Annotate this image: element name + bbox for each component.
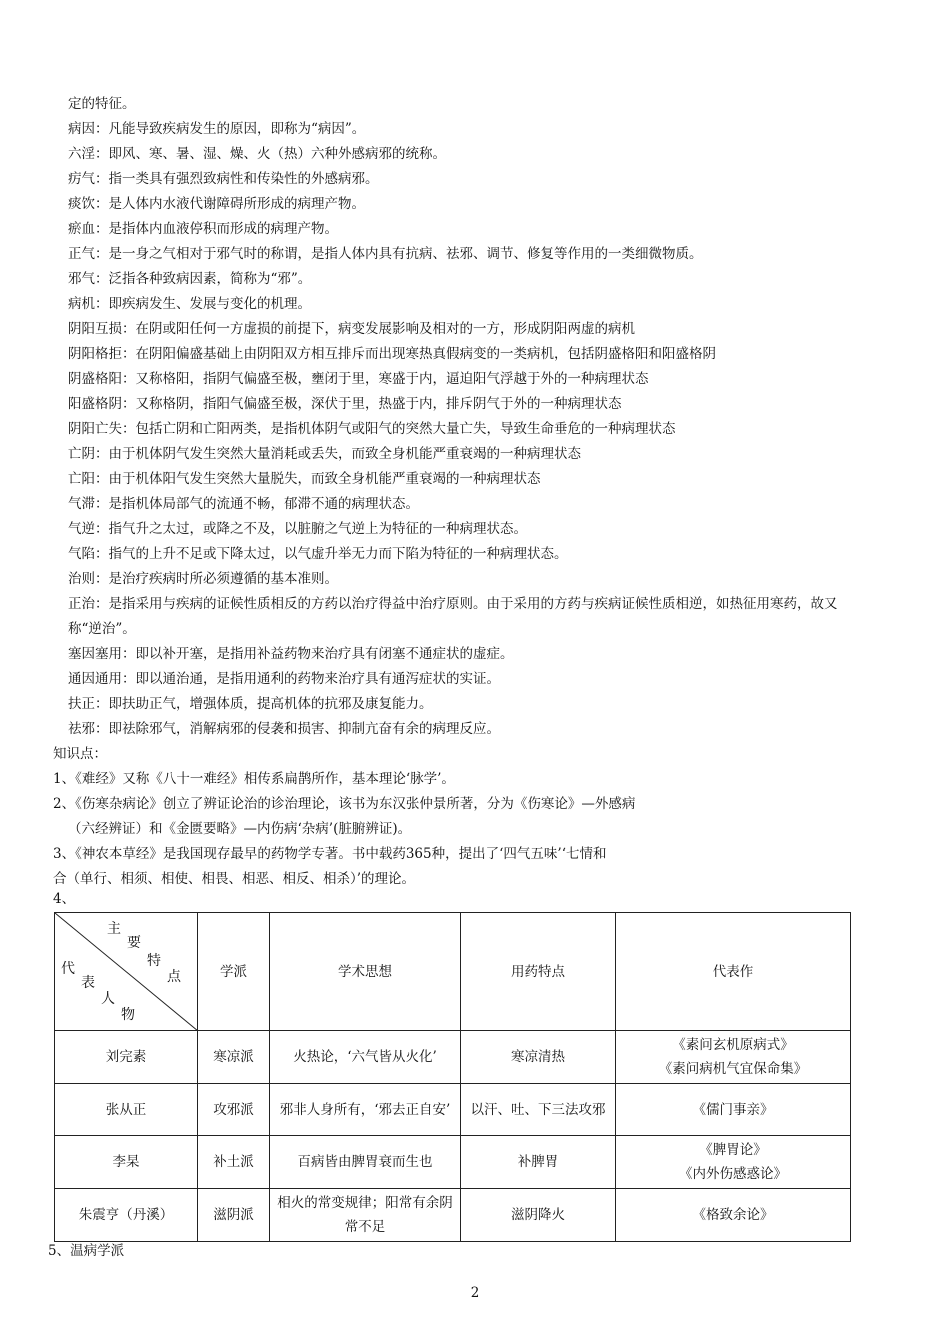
cell-thought: 邪非人身所有，‘邪去正自安’: [270, 1084, 461, 1136]
table-body: [55, 1031, 851, 1242]
cell-drug: 滋阴降火: [461, 1189, 616, 1242]
cell-person: 刘完素: [55, 1031, 198, 1084]
cell-thought: 火热论，‘六气皆从火化’: [270, 1031, 461, 1084]
text-line: 阴阳格拒：在阴阳偏盛基础上由阴阳双方相互排斥而出现寒热真假病变的一类病机，包括阴盛格阳和阳盛格阴: [68, 346, 716, 362]
text-line: 治则：是治疗疾病时所必须遵循的基本准则。: [68, 571, 338, 587]
text-line: 合（单行、相须、相使、相畏、相恶、相反、相杀）’的理论。: [53, 871, 416, 887]
header-school: 学派: [198, 913, 270, 1031]
text-line: （六经辨证）和《金匮要略》—内伤病‘杂病’(脏腑辨证)。: [68, 821, 412, 837]
cell-thought: 百病皆由脾胃衰而生也: [270, 1136, 461, 1189]
work-title: 《格致余论》: [692, 1207, 774, 1223]
item-4-label: 4、: [53, 891, 76, 907]
diag-bottom-char: 代: [61, 961, 75, 977]
text-line: 塞因塞用：即以补开塞，是指用补益药物来治疗具有闭塞不通症状的虚症。: [68, 646, 514, 662]
header-thought: 学术思想: [270, 913, 461, 1031]
table-row: [55, 1136, 851, 1189]
diag-top-char: 主: [107, 921, 121, 937]
text-line: 正气：是一身之气相对于邪气时的称谓，是指人体内具有抗病、祛邪、调节、修复等作用的一类细微物质。: [68, 246, 703, 262]
text-line: 病因：凡能导致疾病发生的原因，即称为“病因”。: [68, 121, 366, 137]
text-line: 瘀血：是指体内血液停积而形成的病理产物。: [68, 221, 338, 237]
table-header-row: [55, 913, 851, 1031]
school-table: [54, 912, 851, 1242]
cell-works: [616, 1031, 851, 1084]
cell-works: [616, 1084, 851, 1136]
cell-school: 补土派: [198, 1136, 270, 1189]
text-line: 1、《难经》又称《八十一难经》相传系扁鹊所作，基本理论‘脉学’。: [53, 771, 455, 787]
text-line: 定的特征。: [68, 96, 136, 112]
work-title: 《素问玄机原病式》: [672, 1037, 794, 1053]
table-row: [55, 1189, 851, 1242]
text-line: 阴阳互损：在阴或阳任何一方虚损的前提下，病变发展影响及相对的一方，形成阴阳两虚的病机: [68, 321, 635, 337]
cell-school: 寒凉派: [198, 1031, 270, 1084]
text-line: 疠气：指一类具有强烈致病性和传染性的外感病邪。: [68, 171, 379, 187]
work-title: 《内外伤感惑论》: [679, 1166, 787, 1182]
text-line: 祛邪：即祛除邪气，消解病邪的侵袭和损害、抑制亢奋有余的病理反应。: [68, 721, 500, 737]
cell-drug: 寒凉清热: [461, 1031, 616, 1084]
item-5-label: 5、温病学派: [48, 1243, 125, 1259]
text-line: 气滞：是指机体局部气的流通不畅，郁滞不通的病理状态。: [68, 496, 419, 512]
text-line: 邪气：泛指各种致病因素，简称为“邪”。: [68, 271, 312, 287]
work-title: 《儒门事亲》: [692, 1101, 774, 1118]
text-line: 通因通用：即以通治通，是指用通利的药物来治疗具有通泻症状的实证。: [68, 671, 500, 687]
text-line: 阴阳亡失：包括亡阴和亡阳两类，是指机体阴气或阳气的突然大量亡失，导致生命垂危的一种病理状态: [68, 421, 676, 437]
text-line: 称“逆治”。: [68, 621, 136, 637]
header-works: 代表作: [616, 913, 851, 1031]
text-line: 痰饮：是人体内水液代谢障碍所形成的病理产物。: [68, 196, 365, 212]
text-line: 知识点：: [53, 746, 107, 762]
cell-works: [616, 1189, 851, 1242]
table-row: [55, 1031, 851, 1084]
cell-person: 张从正: [55, 1084, 198, 1136]
cell-thought: 相火的常变规律；阳常有余阴常不足: [270, 1189, 461, 1242]
text-line: 亡阴：由于机体阴气发生突然大量消耗或丢失，而致全身机能严重衰竭的一种病理状态: [68, 446, 581, 462]
cell-works: [616, 1136, 851, 1189]
table-row: [55, 1084, 851, 1136]
text-line: 阴盛格阳：又称格阳，指阴气偏盛至极，壅闭于里，寒盛于内，逼迫阳气浮越于外的一种病理状态: [68, 371, 649, 387]
cell-drug: 补脾胃: [461, 1136, 616, 1189]
cell-school: 滋阴派: [198, 1189, 270, 1242]
cell-school: 攻邪派: [198, 1084, 270, 1136]
text-line: 正治：是指采用与疾病的证候性质相反的方药以治疗得益中治疗原则。由于采用的方药与疾病证候性质相逆，如热征用寒药，故又: [68, 596, 838, 612]
text-line: 气陷：指气的上升不足或下降太过，以气虚升举无力而下陷为特征的一种病理状态。: [68, 546, 568, 562]
diag-bottom-char: 物: [121, 1007, 135, 1023]
text-line: 2、《伤寒杂病论》创立了辨证论治的诊治理论，该书为东汉张仲景所著，分为《伤寒论》—外感病: [53, 796, 636, 812]
header-drug: 用药特点: [461, 913, 616, 1031]
text-line: 阳盛格阴：又称格阴，指阳气偏盛至极，深伏于里，热盛于内，排斥阴气于外的一种病理状态: [68, 396, 622, 412]
work-title: 《素问病机气宜保命集》: [658, 1061, 808, 1077]
text-line: 六淫：即风、寒、暑、湿、燥、火（热）六种外感病邪的统称。: [68, 146, 446, 162]
text-line: 亡阳：由于机体阳气发生突然大量脱失，而致全身机能严重衰竭的一种病理状态: [68, 471, 541, 487]
work-title: 《脾胃论》: [699, 1142, 767, 1158]
diag-bottom-char: 表: [81, 975, 95, 991]
page-number: 2: [470, 1285, 480, 1301]
text-line: 扶正：即扶助正气，增强体质，提高机体的抗邪及康复能力。: [68, 696, 433, 712]
diag-top-char: 特: [147, 953, 161, 969]
diag-bottom-char: 人: [101, 991, 115, 1007]
diag-top-char: 点: [167, 969, 181, 985]
cell-person: 朱震亨（丹溪）: [55, 1189, 198, 1242]
text-line: 气逆：指气升之太过，或降之不及，以脏腑之气逆上为特征的一种病理状态。: [68, 521, 527, 537]
cell-person: 李杲: [55, 1136, 198, 1189]
cell-drug: 以汗、吐、下三法攻邪: [461, 1084, 616, 1136]
diag-top-char: 要: [127, 935, 141, 951]
text-line: 3、《神农本草经》是我国现存最早的药物学专著。书中载药365种，提出了‘四气五味’‘七情和: [53, 846, 607, 862]
diagonal-header-cell: [55, 913, 198, 1031]
text-line: 病机：即疾病发生、发展与变化的机理。: [68, 296, 311, 312]
